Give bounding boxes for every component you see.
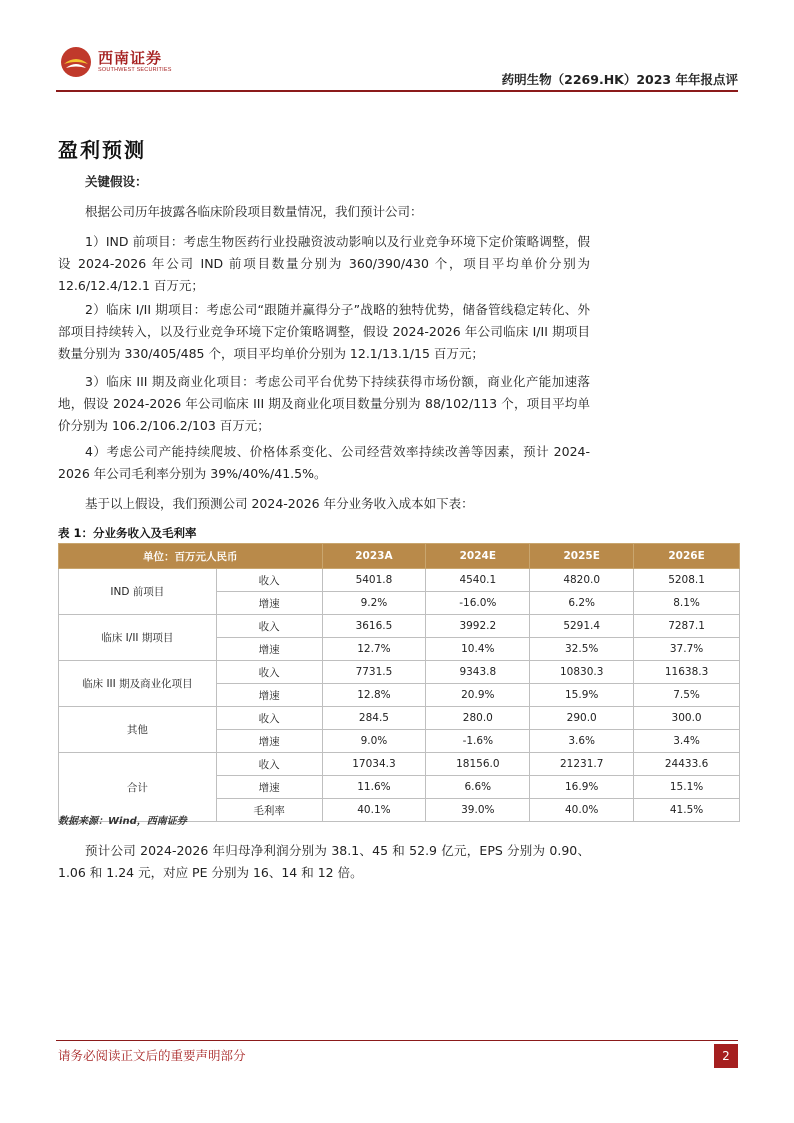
value-cell: -16.0% xyxy=(426,592,530,615)
company-logo xyxy=(60,46,172,78)
segment-cell: 其他 xyxy=(59,707,217,753)
value-cell: 6.6% xyxy=(426,776,530,799)
segment-cell: 临床 I/II 期项目 xyxy=(59,615,217,661)
value-cell: 40.0% xyxy=(530,799,634,822)
paragraph-ind: 1）IND 前项目：考虑生物医药行业投融资波动影响以及行业竞争环境下定价策略调整，假设 2024-2026 年公司 IND 前项目数量分别为 360/390/430 个，项目平均单价分别为 12.6/12.4/12.1 百万元； xyxy=(58,234,590,293)
table-header-row xyxy=(59,544,740,569)
value-cell: 280.0 xyxy=(426,707,530,730)
metric-cell: 收入 xyxy=(216,707,322,730)
value-cell: 39.0% xyxy=(426,799,530,822)
revenue-table xyxy=(58,543,740,822)
table-row xyxy=(59,615,740,638)
segment-cell: 合计 xyxy=(59,753,217,822)
value-cell: 9343.8 xyxy=(426,661,530,684)
value-cell: 3.4% xyxy=(634,730,740,753)
page-number: 2 xyxy=(714,1044,738,1068)
value-cell: 32.5% xyxy=(530,638,634,661)
value-cell: 18156.0 xyxy=(426,753,530,776)
footer-disclaimer: 请务必阅读正文后的重要声明部分 xyxy=(58,1048,246,1063)
logo-chinese-name: 西南证券 xyxy=(98,49,163,67)
table-caption: 表 1：分业务收入及毛利率 xyxy=(58,526,197,540)
value-cell: 11638.3 xyxy=(634,661,740,684)
metric-cell: 收入 xyxy=(216,753,322,776)
table-header-unit: 单位：百万元人民币 xyxy=(59,544,323,569)
paragraph-clinical-3: 3）临床 III 期及商业化项目：考虑公司平台优势下持续获得市场份额，商业化产能加速落地，假设 2024-2026 年公司临床 III 期及商业化项目数量分别为 88/102/113 个，项目平均单价分别为 106.2/106.2/103 百万元； xyxy=(58,374,590,433)
metric-cell: 增速 xyxy=(216,638,322,661)
value-cell: 290.0 xyxy=(530,707,634,730)
value-cell: 15.9% xyxy=(530,684,634,707)
header-divider xyxy=(56,90,738,92)
value-cell: -1.6% xyxy=(426,730,530,753)
value-cell: 4820.0 xyxy=(530,569,634,592)
metric-cell: 收入 xyxy=(216,569,322,592)
assumptions-heading: 关键假设： xyxy=(85,174,148,189)
segment-cell: IND 前项目 xyxy=(59,569,217,615)
value-cell: 12.7% xyxy=(322,638,426,661)
value-cell: 17034.3 xyxy=(322,753,426,776)
value-cell: 6.2% xyxy=(530,592,634,615)
table-row xyxy=(59,753,740,776)
value-cell: 24433.6 xyxy=(634,753,740,776)
metric-cell: 收入 xyxy=(216,615,322,638)
value-cell: 9.0% xyxy=(322,730,426,753)
value-cell: 10830.3 xyxy=(530,661,634,684)
value-cell: 37.7% xyxy=(634,638,740,661)
value-cell: 7.5% xyxy=(634,684,740,707)
metric-cell: 毛利率 xyxy=(216,799,322,822)
table-row xyxy=(59,661,740,684)
report-title: 药明生物（2269.HK）2023 年年报点评 xyxy=(501,72,738,87)
value-cell: 300.0 xyxy=(634,707,740,730)
value-cell: 20.9% xyxy=(426,684,530,707)
metric-cell: 增速 xyxy=(216,592,322,615)
paragraph-conclusion: 预计公司 2024-2026 年归母净利润分别为 38.1、45 和 52.9 亿元，EPS 分别为 0.90、1.06 和 1.24 元，对应 PE 分别为 16、14 和 12 倍。 xyxy=(58,843,590,880)
paragraph-intro: 根据公司历年披露各临床阶段项目数量情况，我们预计公司： xyxy=(85,204,423,219)
value-cell: 12.8% xyxy=(322,684,426,707)
value-cell: 3616.5 xyxy=(322,615,426,638)
value-cell: 11.6% xyxy=(322,776,426,799)
metric-cell: 收入 xyxy=(216,661,322,684)
value-cell: 5291.4 xyxy=(530,615,634,638)
value-cell: 8.1% xyxy=(634,592,740,615)
table-header-year: 2023A xyxy=(322,544,426,569)
section-title: 盈利预测 xyxy=(58,138,146,162)
segment-cell: 临床 III 期及商业化项目 xyxy=(59,661,217,707)
logo-english-name: SOUTHWEST SECURITIES xyxy=(98,67,172,73)
value-cell: 5401.8 xyxy=(322,569,426,592)
paragraph-table-intro: 基于以上假设，我们预测公司 2024-2026 年分业务收入成本如下表： xyxy=(85,496,474,511)
logo-emblem-icon xyxy=(60,46,92,78)
value-cell: 3992.2 xyxy=(426,615,530,638)
value-cell: 10.4% xyxy=(426,638,530,661)
paragraph-clinical-1-2: 2）临床 I/II 期项目：考虑公司“跟随并赢得分子”战略的独特优势，储备管线稳定转化、外部项目持续转入，以及行业竞争环境下定价策略调整，假设 2024-2026 年公司临床 I/II 期项目数量分别为 330/405/485 个，项目平均单价分别为 12.1/13.1/15 百万元； xyxy=(58,302,590,361)
value-cell: 21231.7 xyxy=(530,753,634,776)
value-cell: 40.1% xyxy=(322,799,426,822)
table-header-year: 2024E xyxy=(426,544,530,569)
value-cell: 7731.5 xyxy=(322,661,426,684)
value-cell: 41.5% xyxy=(634,799,740,822)
table-source: 数据来源：Wind，西南证券 xyxy=(58,816,187,827)
paragraph-margin: 4）考虑公司产能持续爬坡、价格体系变化、公司经营效率持续改善等因素，预计 2024-2026 年公司毛利率分别为 39%/40%/41.5%。 xyxy=(58,444,590,481)
value-cell: 4540.1 xyxy=(426,569,530,592)
table-row xyxy=(59,569,740,592)
value-cell: 15.1% xyxy=(634,776,740,799)
value-cell: 7287.1 xyxy=(634,615,740,638)
value-cell: 9.2% xyxy=(322,592,426,615)
value-cell: 5208.1 xyxy=(634,569,740,592)
table-row xyxy=(59,707,740,730)
metric-cell: 增速 xyxy=(216,730,322,753)
table-header-year: 2026E xyxy=(634,544,740,569)
table-header-year: 2025E xyxy=(530,544,634,569)
value-cell: 284.5 xyxy=(322,707,426,730)
metric-cell: 增速 xyxy=(216,776,322,799)
footer-divider xyxy=(56,1040,738,1041)
metric-cell: 增速 xyxy=(216,684,322,707)
value-cell: 3.6% xyxy=(530,730,634,753)
value-cell: 16.9% xyxy=(530,776,634,799)
